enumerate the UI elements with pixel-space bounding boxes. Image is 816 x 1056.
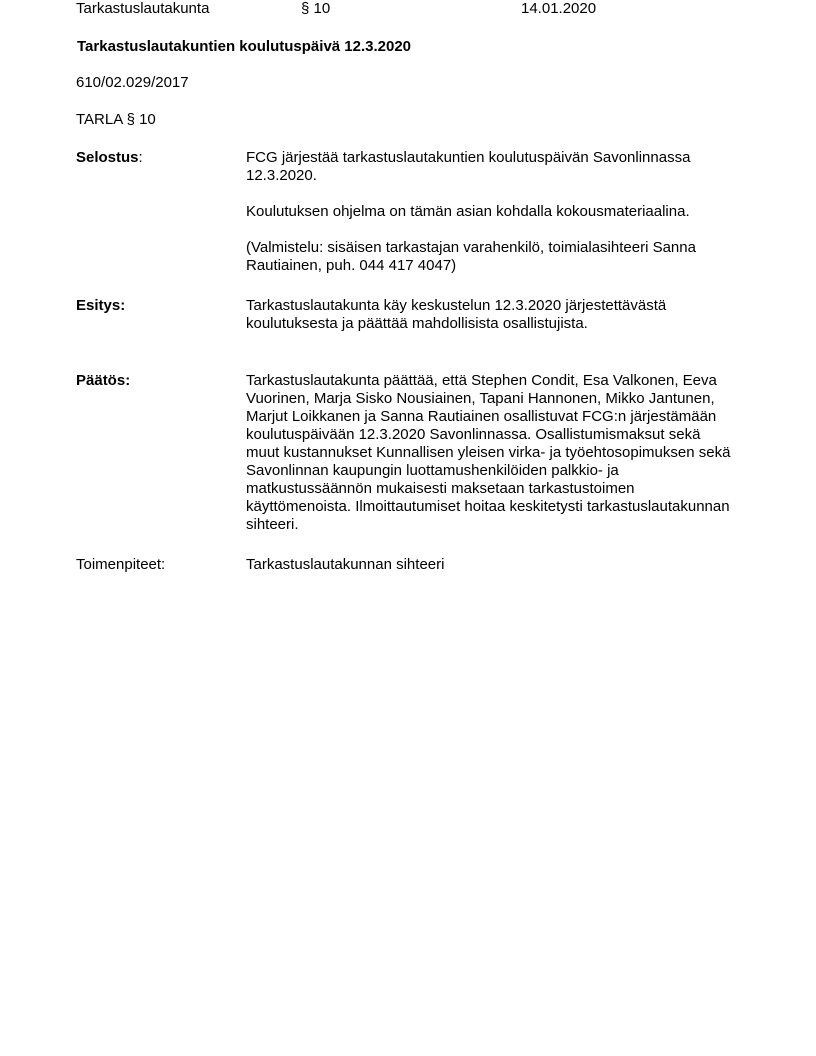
esitys-text: Tarkastuslautakunta käy keskustelun 12.3.2020 järjestettävästä koulutuksesta ja päättää mahdollisista osallistujista. [246,297,667,332]
toimenpiteet-label: Toimenpiteet: [76,556,166,573]
esitys-content [246,297,736,333]
header-organization: Tarkastuslautakunta [76,0,210,17]
diary-number: 610/02.029/2017 [76,74,189,91]
section-reference: TARLA § 10 [76,111,156,128]
document-title: Tarkastuslautakuntien koulutuspäivä 12.3.2020 [77,38,412,55]
header-section: § 10 [301,0,331,17]
selostus-paragraph-2: Koulutuksen ohjelma on tämän asian kohdalla kokousmateriaalina. [246,203,690,220]
paatos-label: Päätös: [76,372,131,389]
toimenpiteet-content [246,556,736,574]
paatos-content [246,372,736,534]
toimenpiteet-text: Tarkastuslautakunnan sihteeri [246,556,445,573]
esitys-label: Esitys: [76,297,126,314]
header-date: 14.01.2020 [521,0,597,17]
selostus-content [246,149,736,275]
selostus-label: Selostus: [76,149,143,166]
selostus-paragraph-3: (Valmistelu: sisäisen tarkastajan varahenkilö, toimialasihteeri Sanna Rautiainen, puh. 044 417 4047) [246,239,696,274]
paatos-text: Tarkastuslautakunta päättää, että Stephen Condit, Esa Valkonen, Eeva Vuorinen, Marja Sisko Nousiainen, Tapani Hannonen, Mikko Jantunen, Marjut Loikkanen ja Sanna Rautiainen osallistuvat FCG:n järjestämään koulutuspäivään 12.3.2020 Savonlinnassa. Osallistumismaksut sekä muut kustannukset Kunnallisen yleisen virka- ja työehtosopimuksen sekä Savonlinnan kaupungin luottamushenkilöiden palkkio- ja matkustussäännön mukaisesti maksetaan tarkastustoimen käyttömenoista. Ilmoittautumiset hoitaa keskitetysti tarkastuslautakunnan sihteeri. [246,372,731,533]
selostus-paragraph-1: FCG järjestää tarkastuslautakuntien koulutuspäivän Savonlinnassa 12.3.2020. [246,149,691,184]
